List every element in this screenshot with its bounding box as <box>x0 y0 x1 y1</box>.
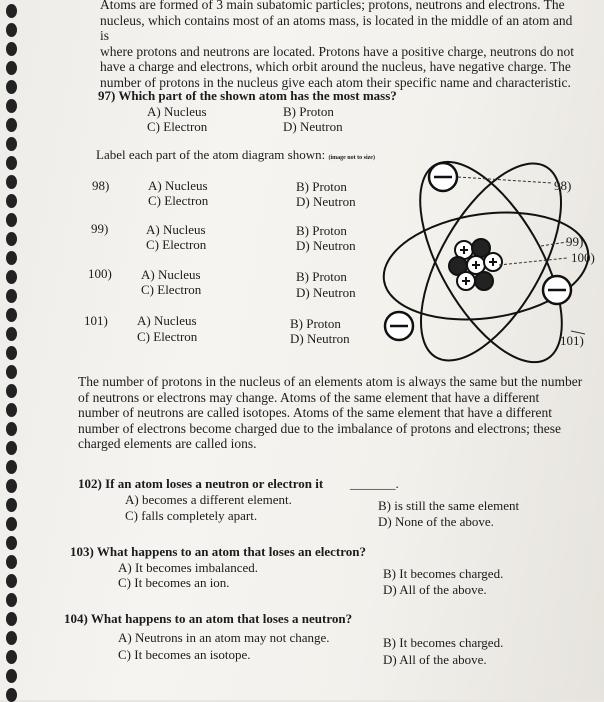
q98-option-c[interactable]: C) Electron <box>148 193 209 208</box>
q102-option-a[interactable]: A) becomes a different element. <box>125 492 292 507</box>
q99-option-d[interactable]: D) Neutron <box>296 238 356 253</box>
q104-option-d[interactable]: D) All of the above. <box>383 652 487 667</box>
diagram-label-100: 100) <box>571 250 595 265</box>
q104-question: 104) What happens to an atom that loses a neutron? <box>64 611 353 626</box>
q100-option-d[interactable]: D) Neutron <box>296 285 356 300</box>
intro-line: nucleus, which contains most of an atoms mass, is located in the middle of an atom and is <box>100 12 573 43</box>
paragraph-line: The number of protons in the nucleus of an elements atom is always the same but the number <box>78 374 583 389</box>
q101-option-d[interactable]: D) Neutron <box>290 331 350 346</box>
diagram-note: (image not to size) <box>328 155 375 161</box>
paragraph-line: number of electrons become charged due to the imbalance of protons and electrons; these <box>78 420 561 436</box>
paragraph-line: number of neutrons are called isotopes. Atoms of the same element that have a different <box>78 405 552 420</box>
q103-option-a[interactable]: A) It becomes imbalanced. <box>118 560 259 575</box>
q99-option-b[interactable]: B) Proton <box>296 223 347 238</box>
q97-option-c[interactable]: C) Electron <box>147 119 208 134</box>
q101-option-a[interactable]: A) Nucleus <box>137 313 197 328</box>
intro-line: number of protons in the nucleus give each atom their specific name and characteristic. <box>100 74 571 90</box>
q98-option-d[interactable]: D) Neutron <box>296 194 356 209</box>
q101-option-b[interactable]: B) Proton <box>290 316 341 331</box>
q103-option-b[interactable]: B) It becomes charged. <box>383 566 504 581</box>
intro-line: have a charge and electrons, which orbit around the nucleus, have negative charge. The <box>100 59 571 74</box>
diagram-label-98: 98) <box>554 178 572 193</box>
diagram-label-99: 99) <box>566 234 584 249</box>
q99-option-a[interactable]: A) Nucleus <box>146 222 206 237</box>
q99-number: 99) <box>91 221 109 236</box>
diagram-instruction-text: Label each part of the atom diagram shown: <box>96 147 326 162</box>
q97-option-b[interactable]: B) Proton <box>283 104 334 119</box>
q98-option-b[interactable]: B) Proton <box>296 179 347 194</box>
diagram-label-101: 101) <box>560 333 584 348</box>
nucleus-particle <box>475 272 493 290</box>
q98-number: 98) <box>92 178 110 193</box>
q97-option-a[interactable]: A) Nucleus <box>147 104 207 119</box>
q102-option-c[interactable]: C) falls completely apart. <box>125 508 258 523</box>
q102-question: 102) If an atom loses a neutron or electron it <box>78 476 324 491</box>
q100-option-c[interactable]: C) Electron <box>141 282 202 297</box>
paragraph-line: charged elements are called ions. <box>78 436 257 451</box>
leader-line-98 <box>458 177 552 183</box>
q104-option-b[interactable]: B) It becomes charged. <box>383 635 504 650</box>
q97-question: 97) Which part of the shown atom has the most mass? <box>98 88 397 103</box>
q99-option-c[interactable]: C) Electron <box>146 237 207 252</box>
q103-option-c[interactable]: C) It becomes an ion. <box>118 575 230 590</box>
q101-number: 101) <box>84 313 108 328</box>
q103-question: 103) What happens to an atom that loses an electron? <box>70 544 367 559</box>
q100-number: 100) <box>88 266 112 281</box>
q102-option-b[interactable]: B) is still the same element <box>378 498 520 513</box>
q100-option-b[interactable]: B) Proton <box>296 269 347 284</box>
q100-option-a[interactable]: A) Nucleus <box>141 267 201 282</box>
q97-option-d[interactable]: D) Neutron <box>283 119 343 134</box>
intro-line: Atoms are formed of 3 main subatomic particles; protons, neutrons and electrons. The <box>100 0 565 12</box>
paragraph-line: of neutrons or electrons may change. Atoms of the same element that have a different <box>78 389 540 405</box>
q98-option-a[interactable]: A) Nucleus <box>148 178 208 193</box>
q103-option-d[interactable]: D) All of the above. <box>383 582 487 597</box>
q102-blank[interactable]: _______. <box>350 476 399 491</box>
q102-option-d[interactable]: D) None of the above. <box>378 514 494 529</box>
q104-option-a[interactable]: A) Neutrons in an atom may not change. <box>118 630 330 645</box>
q101-option-c[interactable]: C) Electron <box>137 329 198 344</box>
q104-option-c[interactable]: C) It becomes an isotope. <box>118 647 251 662</box>
leader-line-100 <box>499 258 567 265</box>
intro-line: where protons and neutrons are located. Protons have a positive charge, neutrons do not <box>100 43 574 59</box>
isotope-paragraph <box>78 374 604 452</box>
